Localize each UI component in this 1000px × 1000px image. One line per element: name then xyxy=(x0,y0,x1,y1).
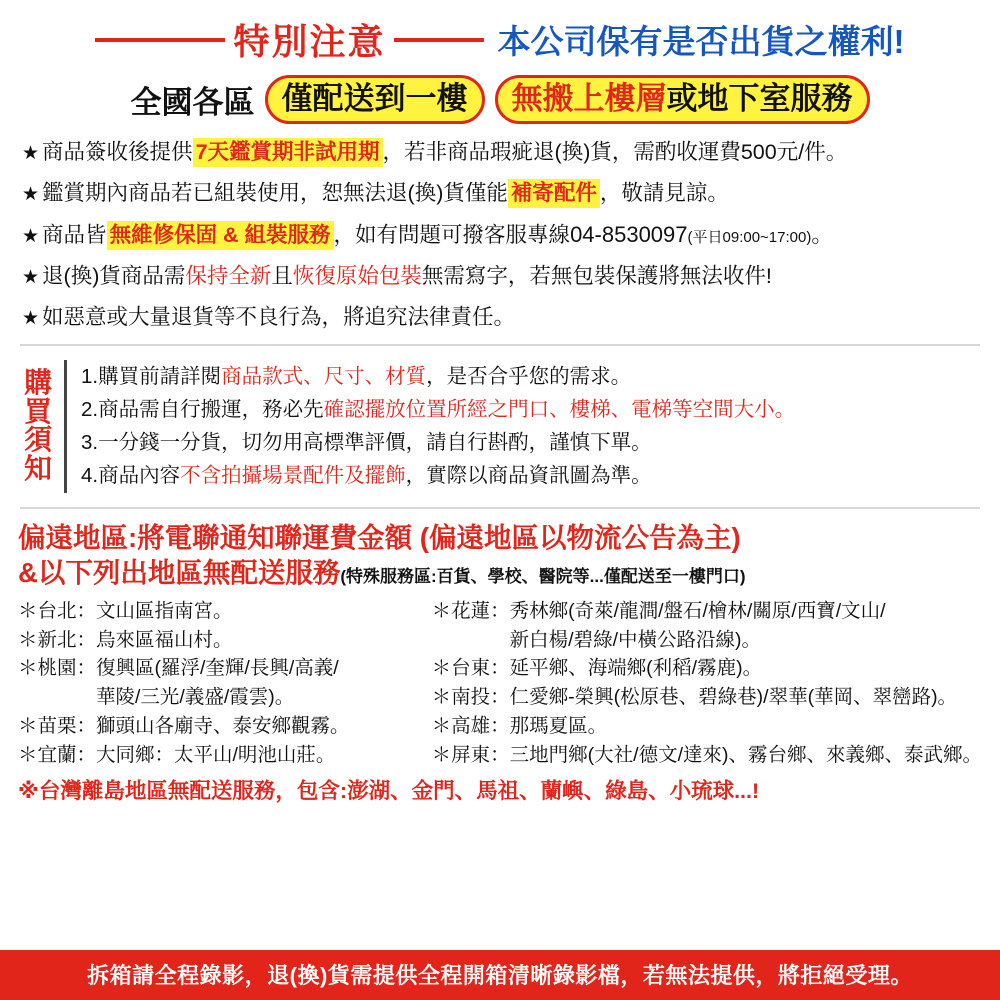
island-note: ※台灣離島地區無配送服務，包含:澎湖、金門、馬祖、蘭嶼、綠島、小琉球...! xyxy=(18,778,760,803)
remote-area-row: ＊花蓮：秀林鄉(奇萊/龍澗/盤石/檜林/關原/西寶/文山/ xyxy=(431,599,886,622)
remote-heading-2-sub: (特殊服務區:百貨、學校、醫院等...僅配送至一樓門口) xyxy=(340,567,746,587)
remote-right-column xyxy=(432,597,982,770)
text-run: 3.一分錢一分貨，切勿用高標準評價，請自行斟酌，謹慎下單。 xyxy=(81,431,652,455)
bullet-item xyxy=(22,303,978,332)
text-run: 7天鑑賞期非試用期 xyxy=(193,138,383,167)
no-upstairs-rest: 或地下室服務 xyxy=(666,81,853,116)
nationwide-label: 全國各區 xyxy=(130,84,255,120)
purchase-notice-title-char: 購 xyxy=(24,367,53,399)
remote-left-column xyxy=(18,597,432,770)
divider-1 xyxy=(20,344,980,346)
remote-area-row: 華陵/三光/義盛/霞雲)。 xyxy=(18,686,295,709)
ground-floor-pill: 僅配送到一樓 xyxy=(265,75,485,124)
text-run: ，敬請見諒。 xyxy=(599,180,729,205)
star-icon: ★ xyxy=(22,225,40,247)
no-upstairs-pill xyxy=(495,75,870,124)
star-icon: ★ xyxy=(22,266,40,288)
remote-area-row: ＊宜蘭：大同鄉：太平山/明池山莊。 xyxy=(18,744,336,767)
text-run: 商品款式、尺寸、材質 xyxy=(221,364,427,388)
bullet-list xyxy=(22,138,978,332)
bullet-item xyxy=(22,220,978,250)
purchase-notice-title-char: 須 xyxy=(24,424,53,456)
bullet-item xyxy=(22,138,978,167)
purchase-notice-item xyxy=(81,360,795,393)
text-run: 補寄配件 xyxy=(508,179,600,208)
remote-area-row: ＊台東：延平鄉、海端鄉(利稻/霧鹿)。 xyxy=(431,657,763,680)
text-run: 2.商品需自行搬運，務必先 xyxy=(81,398,324,422)
purchase-notice-list xyxy=(67,360,795,493)
remote-area-row: 新白楊/碧綠/中橫公路沿線)。 xyxy=(431,628,762,651)
purchase-notice-item xyxy=(81,393,795,426)
remote-area-row: ＊台北：文山區指南宮。 xyxy=(18,599,233,622)
star-icon: ★ xyxy=(22,307,40,329)
remote-area-row: ＊南投：仁愛鄉-榮興(松原巷、碧綠巷)/翠華(華岡、翠巒路)。 xyxy=(431,686,958,709)
remote-heading-1: 偏遠地區:將電聯通知聯運費金額 (偏遠地區以物流公告為主) xyxy=(18,521,741,553)
shipping-right-claim: 本公司保有是否出貨之權利! xyxy=(497,23,905,60)
right-rule xyxy=(394,38,484,42)
header-delivery-row xyxy=(0,75,1000,124)
star-icon: ★ xyxy=(22,142,40,164)
remote-area-row: ＊高雄：那瑪夏區。 xyxy=(431,715,608,738)
remote-heading-2 xyxy=(18,555,982,591)
text-run: 恢復原始包裝 xyxy=(292,263,422,288)
text-run: 且 xyxy=(271,263,293,288)
special-label: 特別注意 xyxy=(233,21,386,62)
bullet-item xyxy=(22,262,978,291)
no-upstairs-red: 無搬上樓層 xyxy=(511,81,667,116)
purchase-notice-item xyxy=(81,459,795,492)
purchase-notice-title-char: 知 xyxy=(24,452,53,484)
purchase-notice-block xyxy=(24,360,976,493)
text-run: 1.購買前請詳閱 xyxy=(81,364,222,388)
text-run: 商品皆 xyxy=(42,222,107,247)
text-run: 。 xyxy=(811,222,833,247)
text-run: ，是否合乎您的需求。 xyxy=(426,364,632,388)
remote-area-row: ＊桃園：復興區(羅浮/奎輝/長興/高義/ xyxy=(18,657,339,680)
remote-area-row: ＊屏東：三地門鄉(大社/德文/達來)、霧台鄉、來義鄉、泰武鄉。 xyxy=(431,744,982,767)
text-run: (平日09:00~17:00) xyxy=(687,228,812,246)
text-run: 確認擺放位置所經之門口、樓梯、電梯等空間大小。 xyxy=(323,398,796,422)
text-run: 不含拍攝場景配件及擺飾 xyxy=(180,464,406,488)
purchase-notice-title xyxy=(24,360,67,493)
purchase-notice-title-char: 買 xyxy=(24,395,53,427)
text-run: 鑑賞期內商品若已組裝使用，恕無法退(換)貨僅能 xyxy=(42,180,508,205)
text-run: 04-8530097 xyxy=(570,221,688,247)
text-run: 4.商品內容 xyxy=(81,464,181,488)
text-run: ，若非商品瑕疵退(換)貨，需酌收運費500元/件。 xyxy=(382,139,848,164)
star-icon: ★ xyxy=(22,183,40,205)
left-rule xyxy=(95,38,225,42)
text-run: ，實際以商品資訊圖為準。 xyxy=(405,464,652,488)
footer-banner: 拆箱請全程錄影，退(換)貨需提供全程開箱清晰錄影檔，若無法提供，將拒絕受理。 xyxy=(0,950,1000,1000)
divider-2 xyxy=(20,507,980,509)
purchase-notice-item xyxy=(81,426,795,459)
text-run: 無需寫字，若無包裝保護將無法收件! xyxy=(421,263,772,288)
remote-area-row: ＊苗栗：獅頭山各廟寺、泰安鄉觀霧。 xyxy=(18,715,350,738)
remote-area-row: ＊新北：烏來區福山村。 xyxy=(18,628,233,651)
remote-heading-2-main: &以下列出地區無配送服務 xyxy=(18,557,341,589)
bullet-item xyxy=(22,179,978,208)
text-run: 無維修保固 & 組裝服務 xyxy=(107,221,334,250)
text-run: 保持全新 xyxy=(185,263,272,288)
text-run: 退(換)貨商品需 xyxy=(42,263,186,288)
remote-area-block xyxy=(18,521,982,805)
text-run: 如惡意或大量退貨等不良行為，將追究法律責任。 xyxy=(42,304,516,329)
text-run: 商品簽收後提供 xyxy=(42,139,193,164)
text-run: ，如有問題可撥客服專線 xyxy=(333,222,571,247)
remote-columns xyxy=(18,597,982,770)
header-special-row xyxy=(0,0,1000,65)
